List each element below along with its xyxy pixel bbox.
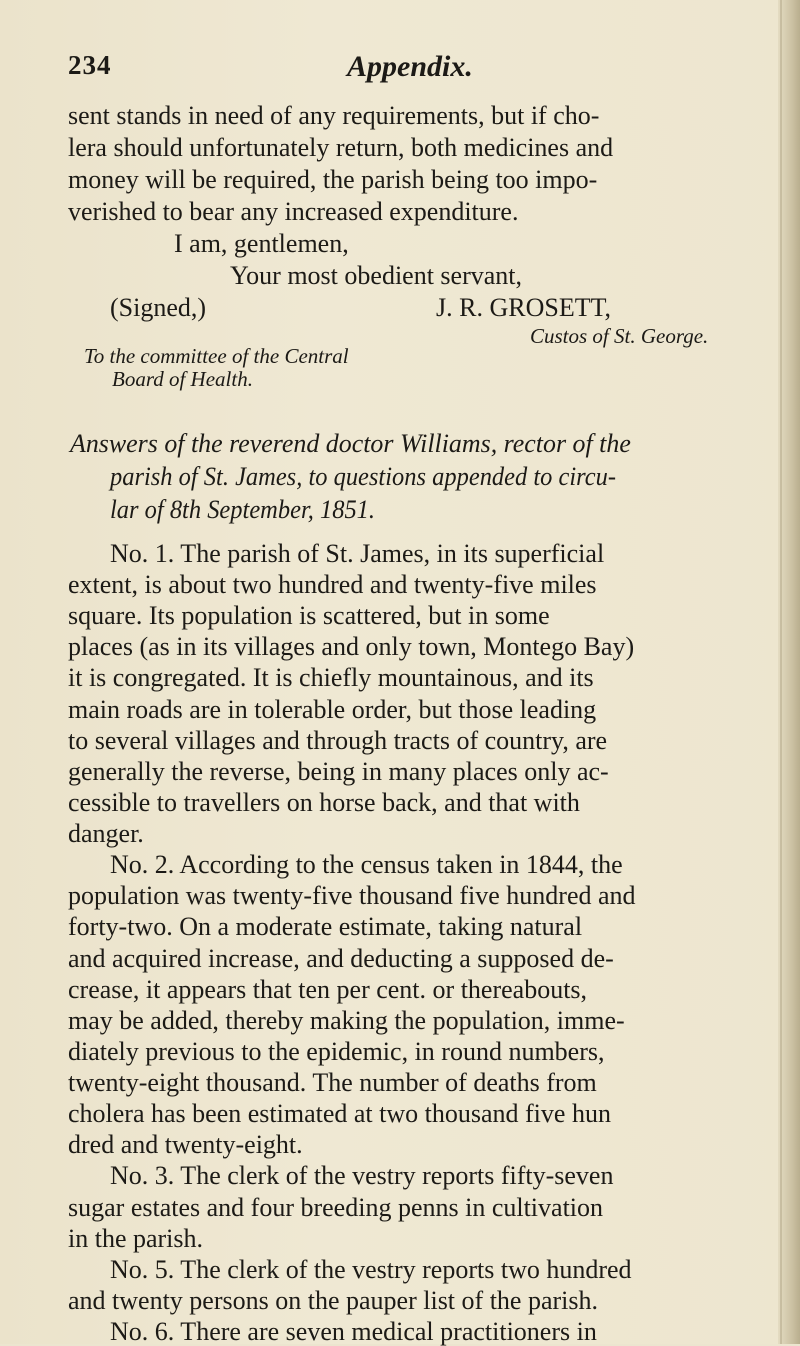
body-line: square. Its population is scattered, but in some <box>68 601 550 631</box>
body-line: dred and twenty-eight. <box>68 1130 303 1160</box>
page-edge-line <box>780 0 782 1344</box>
body-line: diately previous to the epidemic, in round numbers, <box>68 1036 605 1066</box>
body-line: extent, is about two hundred and twenty-five miles <box>68 570 597 600</box>
body-line: population was twenty-five thousand five hundred and <box>68 881 636 911</box>
body-line: cholera has been estimated at two thousand five hun <box>68 1099 611 1129</box>
letter-line: money will be required, the parish being too impo- <box>68 165 598 194</box>
addressee-line: Board of Health. <box>112 367 253 391</box>
body-line: to several villages and through tracts of country, are <box>68 725 608 755</box>
body-line: danger. <box>68 819 144 849</box>
letter-line: sent stands in need of any requirements, but if cho- <box>68 101 600 130</box>
running-head: Appendix. <box>347 50 473 83</box>
letter-closing-2: Your most obedient servant, <box>230 261 523 290</box>
section-heading-line: lar of 8th September, 1851. <box>110 495 376 524</box>
body-line: sugar estates and four breeding penns in cultivation <box>68 1192 604 1222</box>
body-line: main roads are in tolerable order, but those leading <box>68 694 597 724</box>
body-line: No. 5. The clerk of the vestry reports two hundred <box>110 1254 632 1284</box>
body-line: crease, it appears that ten per cent. or thereabouts, <box>68 974 588 1004</box>
letter-closing-1: I am, gentlemen, <box>174 229 349 258</box>
page-number: 234 <box>68 50 112 80</box>
section-heading-line: parish of St. James, to questions appended to circu- <box>110 462 617 491</box>
body-line: No. 3. The clerk of the vestry reports fifty-seven <box>110 1161 614 1191</box>
body-line: cessible to travellers on horse back, and that with <box>68 787 580 817</box>
body-line: forty-two. On a moderate estimate, taking natural <box>68 912 583 942</box>
body-line: No. 6. There are seven medical practitioners in <box>110 1317 597 1346</box>
body-line: in the parish. <box>68 1223 204 1253</box>
body-line: twenty-eight thousand. The number of deaths from <box>68 1068 597 1098</box>
signatory-name: J. R. GROSETT, <box>436 293 612 322</box>
body-line: No. 2. According to the census taken in 1844, the <box>110 850 623 880</box>
body-line: places (as in its villages and only town, Montego Bay) <box>68 632 635 662</box>
page-header <box>68 50 778 94</box>
body-line: may be added, thereby making the population, imme- <box>68 1005 625 1035</box>
signed-label: (Signed,) <box>110 293 207 322</box>
letter-line: verished to bear any increased expenditure. <box>68 197 519 226</box>
body-line: and twenty persons on the pauper list of the parish. <box>68 1285 598 1315</box>
body-line: it is congregated. It is chiefly mountainous, and its <box>68 663 594 693</box>
signatory-title: Custos of St. George. <box>530 324 709 348</box>
letter-line: lera should unfortunately return, both medicines and <box>68 133 614 162</box>
body-line: and acquired increase, and deducting a supposed de- <box>68 943 614 973</box>
body-line: No. 1. The parish of St. James, in its superficial <box>110 539 605 568</box>
body-line: generally the reverse, being in many places only ac- <box>68 756 609 786</box>
section-heading-line: Answers of the reverend doctor Williams, rector of the <box>70 429 631 458</box>
addressee-line: To the committee of the Central <box>84 344 349 368</box>
